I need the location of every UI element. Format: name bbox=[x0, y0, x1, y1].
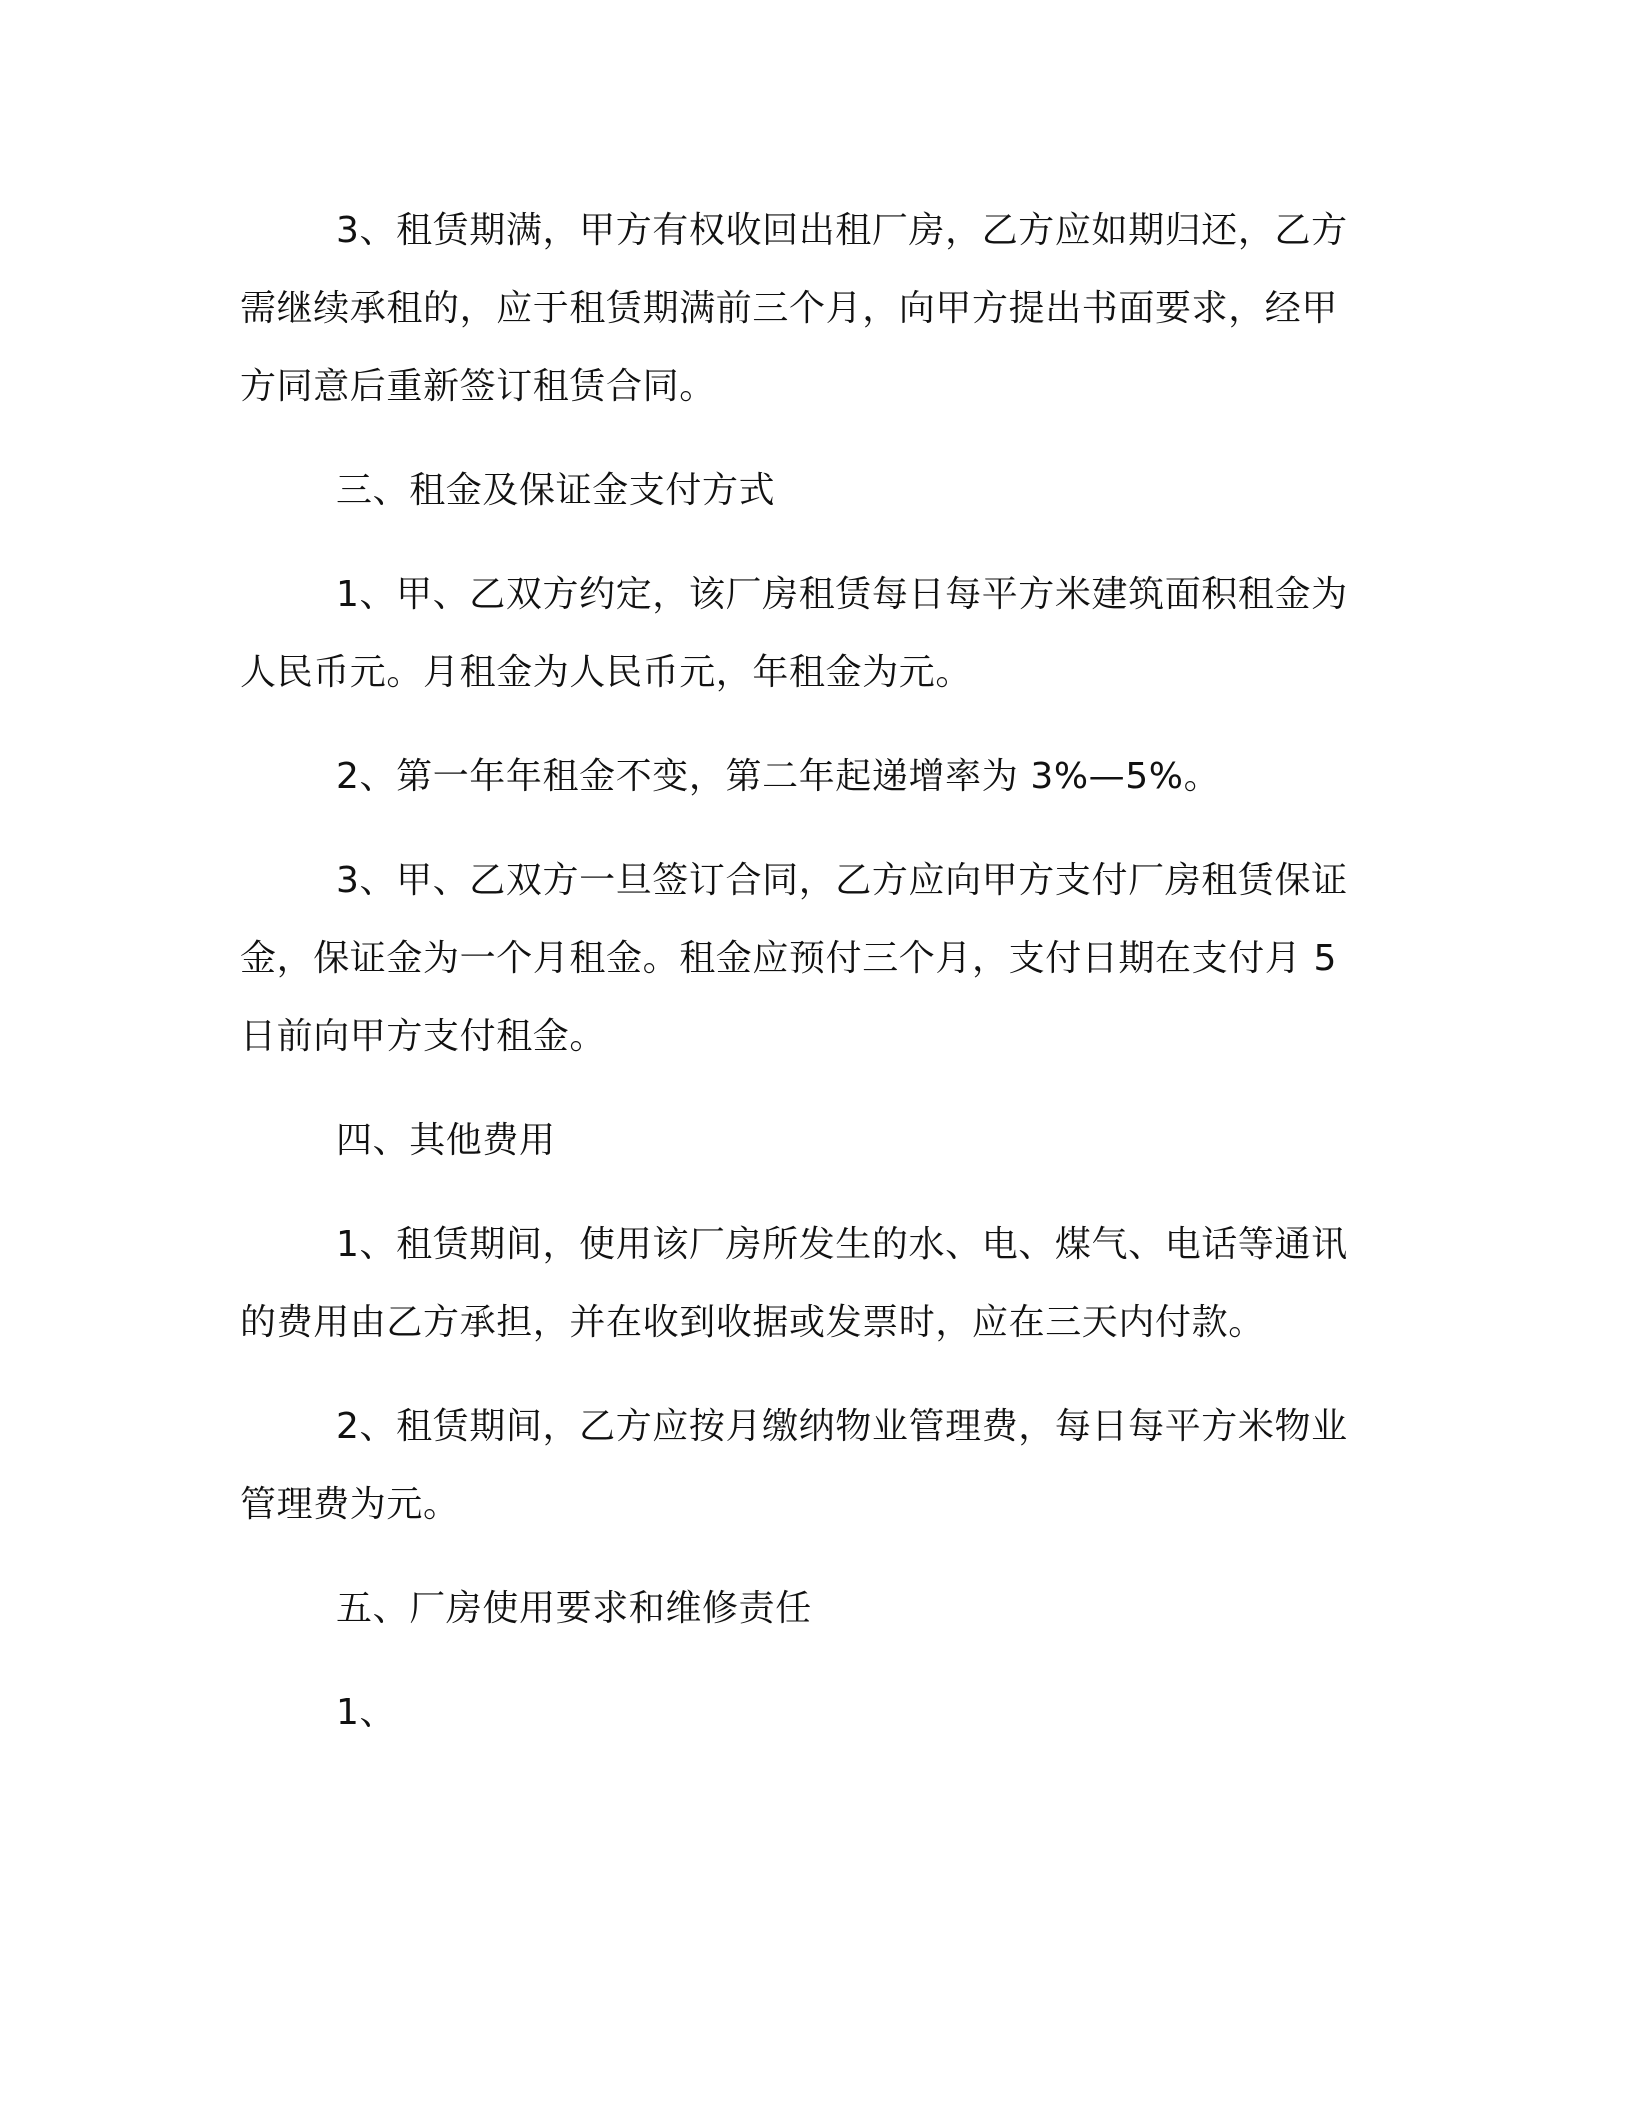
clause-4-2-property-fee: 2、租赁期间，乙方应按月缴纳物业管理费，每日每平方米物业管理费为元。 bbox=[240, 1406, 1348, 1525]
clause-3-3-deposit-payment: 3、甲、乙双方一旦签订合同，乙方应向甲方支付厂房租赁保证金，保证金为一个月租金。租金应预付三个月，支付日期在支付月 5 日前向甲方支付租金。 bbox=[240, 860, 1348, 1057]
clause-4-1-utilities: 1、租赁期间，使用该厂房所发生的水、电、煤气、电话等通讯的费用由乙方承担，并在收到收据或发票时，应在三天内付款。 bbox=[240, 1224, 1348, 1343]
clause-3-2-rent-increase: 2、第一年年租金不变，第二年起递增率为 3%—5%。 bbox=[336, 756, 1221, 797]
clause-3-1-rent-amount: 1、甲、乙双方约定，该厂房租赁每日每平方米建筑面积租金为人民币元。月租金为人民币元，年租金为元。 bbox=[240, 574, 1348, 693]
section-heading-rent-deposit: 三、租金及保证金支付方式 bbox=[336, 470, 776, 511]
document-body bbox=[240, 192, 1360, 1778]
clause-5-1: 1、 bbox=[336, 1692, 397, 1733]
section-heading-usage-maintenance: 五、厂房使用要求和维修责任 bbox=[336, 1588, 812, 1629]
section-heading-other-fees: 四、其他费用 bbox=[336, 1120, 556, 1161]
clause-2-3-lease-expiry: 3、租赁期满，甲方有权收回出租厂房，乙方应如期归还，乙方需继续承租的，应于租赁期满前三个月，向甲方提出书面要求，经甲方同意后重新签订租赁合同。 bbox=[240, 210, 1348, 407]
